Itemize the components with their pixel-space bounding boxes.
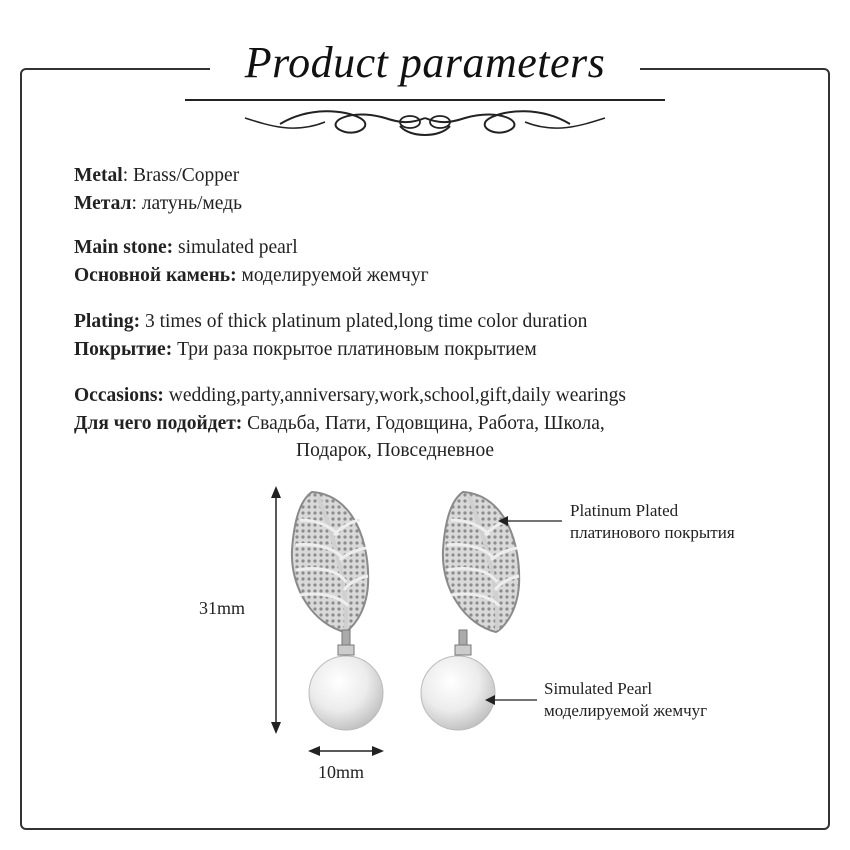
callout-pearl-en: Simulated Pearl (544, 679, 653, 698)
height-label: 31mm (199, 598, 246, 618)
spec-label: Для чего подойдет: (74, 413, 243, 434)
spec-value: simulated pearl (173, 237, 298, 258)
spec-value: Три раза покрытое платиновым покрытием (172, 339, 537, 360)
callout-pearl-arrow (485, 695, 537, 705)
spec-label: Основной камень: (74, 265, 237, 286)
spec-label: Plating: (74, 311, 141, 332)
spec-label: Metal (74, 165, 123, 186)
width-dimension (308, 746, 384, 756)
callout-pearl-ru: моделируемой жемчуг (544, 701, 708, 720)
height-dimension (271, 486, 281, 734)
spec-value: wedding,party,anniversary,work,school,gift,daily wearings (163, 385, 627, 406)
right-earring (421, 492, 519, 730)
spec-value: : Brass/Copper (122, 165, 240, 186)
spec-label: Покрытие: (74, 339, 173, 360)
callout-plating-en: Platinum Plated (570, 501, 679, 520)
left-earring (292, 492, 383, 730)
spec-value: моделируемой жемчуг (236, 265, 429, 286)
spec-value: 3 times of thick platinum plated,long time color duration (140, 311, 588, 332)
spec-label: Occasions: (74, 385, 164, 406)
spec-occasions-ru-cont: Подарок, Повседневное (296, 440, 495, 461)
spec-label: Метал (74, 193, 132, 214)
callout-plating-ru: платинового покрытия (570, 523, 735, 542)
spec-value: : латунь/медь (131, 193, 242, 214)
callout-plating-arrow (498, 516, 562, 526)
callout-pearl (544, 678, 707, 722)
page-title: Product parameters (244, 38, 606, 87)
spec-label: Main stone: (74, 237, 174, 258)
width-label: 10mm (318, 762, 365, 782)
spec-value: Свадьба, Пати, Годовщина, Работа, Школа, (242, 413, 605, 434)
callout-plating (570, 500, 735, 544)
